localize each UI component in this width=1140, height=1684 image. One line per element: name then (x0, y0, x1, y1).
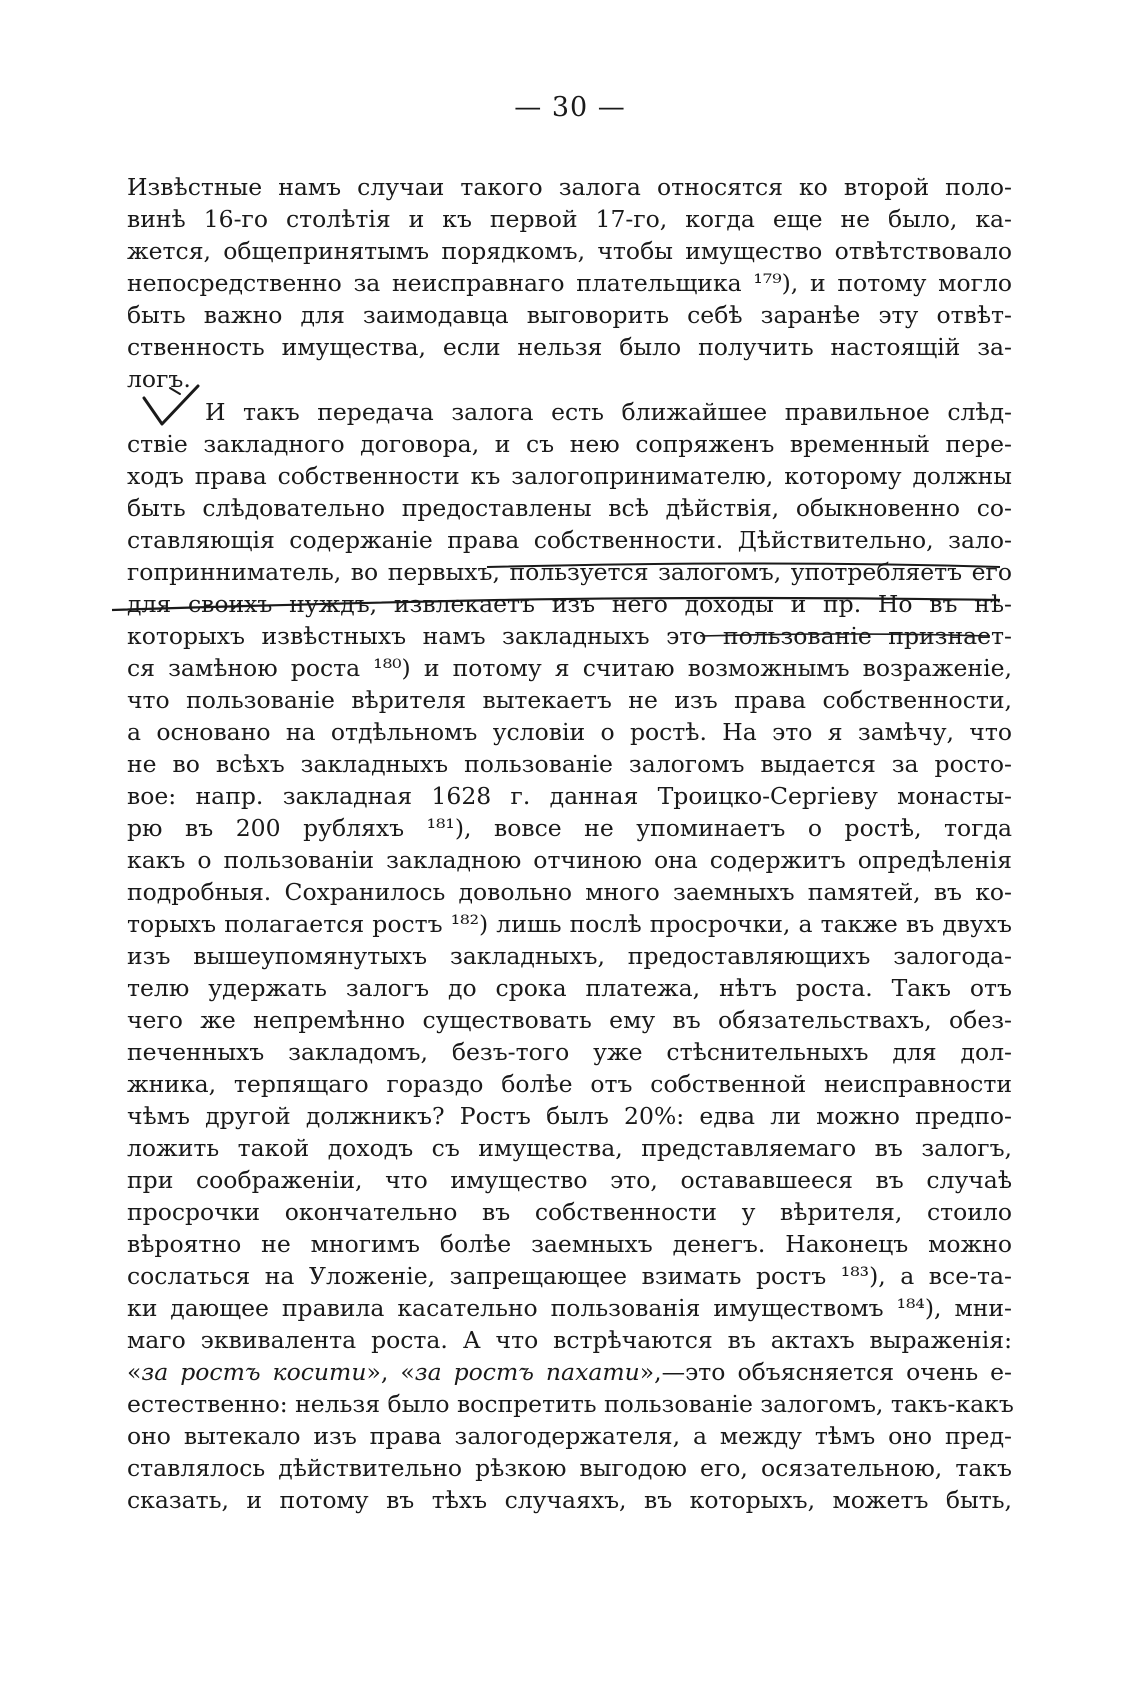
text-line: жника, терпящаго гораздо болѣе отъ собственной неисправности (127, 1070, 1012, 1098)
text-line: подробныя. Сохранилось довольно много заемныхъ памятей, въ ко- (127, 878, 1012, 906)
paragraph-start-line: И такъ передача залога есть ближайшее правильное слѣд- (205, 398, 1012, 426)
text-line: ствіе закладного договора, и съ нею сопряженъ временный пере- (127, 430, 1012, 458)
text-line: естественно: нельзя было воспретить пользованіе залогомъ, такъ-какъ (127, 1390, 1014, 1418)
text-line-with-italics (127, 1357, 1012, 1388)
text-line: быть важно для заимодавца выговорить себѣ заранѣе эту отвѣт- (127, 301, 1012, 329)
text-line: что пользованіе вѣрителя вытекаетъ не изъ права собственности, (127, 686, 1012, 714)
text-line: изъ вышеупомянутыхъ закладныхъ, предоставляющихъ залогода- (127, 942, 1012, 970)
text-line: рю въ 200 рубляхъ ¹⁸¹), вовсе не упоминаетъ о ростѣ, тогда (127, 814, 1012, 842)
text-line: сослаться на Уложеніе, запрещающее взимать ростъ ¹⁸³), а все-та- (127, 1262, 1012, 1290)
text-line: быть слѣдовательно предоставлены всѣ дѣйствія, обыкновенно со- (127, 494, 1012, 522)
text-line: маго эквивалента роста. А что встрѣчаются въ актахъ выраженія: (127, 1326, 1012, 1354)
quote-mark: », (639, 1358, 662, 1386)
text-line: логъ. (127, 365, 191, 393)
text-line: ся замѣною роста ¹⁸⁰) и потому я считаю возможнымъ возраженіе, (127, 654, 1012, 682)
text-line: печенныхъ закладомъ, безъ-того уже стѣснительныхъ для дол- (127, 1038, 1012, 1066)
quote-mark: « (400, 1358, 415, 1386)
text-line: ставлялось дѣйствительно рѣзкою выгодою его, осязательною, такъ (127, 1454, 1012, 1482)
text-line: ственность имущества, если нельзя было получить настоящій за- (127, 333, 1012, 361)
text-line: винѣ 16-го столѣтія и къ первой 17-го, когда еще не было, ка- (127, 205, 1012, 233)
text-line: телю удержать залогъ до срока платежа, нѣтъ роста. Такъ отъ (127, 974, 1012, 1002)
text-line: не во всѣхъ закладныхъ пользованіе залогомъ выдается за росто- (127, 750, 1012, 778)
text-line: гопринниматель, во первыхъ, пользуется залогомъ, употребляетъ его (127, 558, 1012, 586)
text-line: сказать, и потому въ тѣхъ случаяхъ, въ которыхъ, можетъ быть, (127, 1486, 1012, 1514)
page-number: — 30 — (514, 92, 626, 123)
text-line: которыхъ извѣстныхъ намъ закладныхъ это пользованіе признает- (127, 622, 1012, 650)
text-fragment: —это объясняется очень е- (661, 1358, 1012, 1386)
text-line: ходъ права собственности къ залогопринимателю, которому должны (127, 462, 1012, 490)
text-line: а основано на отдѣльномъ условіи о ростѣ. На это я замѣчу, что (127, 718, 1012, 746)
text-line: торыхъ полагается ростъ ¹⁸²) лишь послѣ просрочки, а также въ двухъ (127, 910, 1012, 938)
text-line: чего же непремѣнно существовать ему въ обязательствахъ, обез- (127, 1006, 1012, 1034)
text-line: для своихъ нуждъ, извлекаетъ изъ него доходы и пр. Но въ нѣ- (127, 590, 1012, 618)
text-line: оно вытекало изъ права залогодержателя, а между тѣмъ оно пред- (127, 1422, 1012, 1450)
text-line: чѣмъ другой должникъ? Ростъ былъ 20%: едва ли можно предпо- (127, 1102, 1012, 1130)
text-line: просрочки окончательно въ собственности у вѣрителя, стоило (127, 1198, 1012, 1226)
text-line: ложить такой доходъ съ имущества, представляемаго въ залогъ, (127, 1134, 1012, 1162)
text-line: ки дающее правила касательно пользованія имуществомъ ¹⁸⁴), мни- (127, 1294, 1012, 1322)
text-line: жется, общепринятымъ порядкомъ, чтобы имущество отвѣтствовало (127, 237, 1012, 265)
text-line: непосредственно за неисправнаго плательщика ¹⁷⁹), и потому могло (127, 269, 1012, 297)
quote-mark: « (127, 1358, 142, 1386)
quote-mark: », (366, 1358, 389, 1386)
text-line: вое: напр. закладная 1628 г. данная Троицко-Сергіеву монасты- (127, 782, 1012, 810)
text-line: вѣроятно не многимъ болѣе заемныхъ денегъ. Наконецъ можно (127, 1230, 1012, 1258)
text-line: какъ о пользованіи закладною отчиною она содержитъ опредѣленія (127, 846, 1012, 874)
italic-phrase: за ростъ косити (141, 1358, 367, 1386)
text-line: ставляющія содержаніе права собственности. Дѣйствительно, зало- (127, 526, 1012, 554)
text-line: при соображеніи, что имущество это, остававшееся въ случаѣ (127, 1166, 1012, 1194)
italic-phrase: за ростъ пахати (414, 1358, 640, 1386)
text-line: Извѣстные намъ случаи такого залога относятся ко второй поло- (127, 173, 1012, 201)
